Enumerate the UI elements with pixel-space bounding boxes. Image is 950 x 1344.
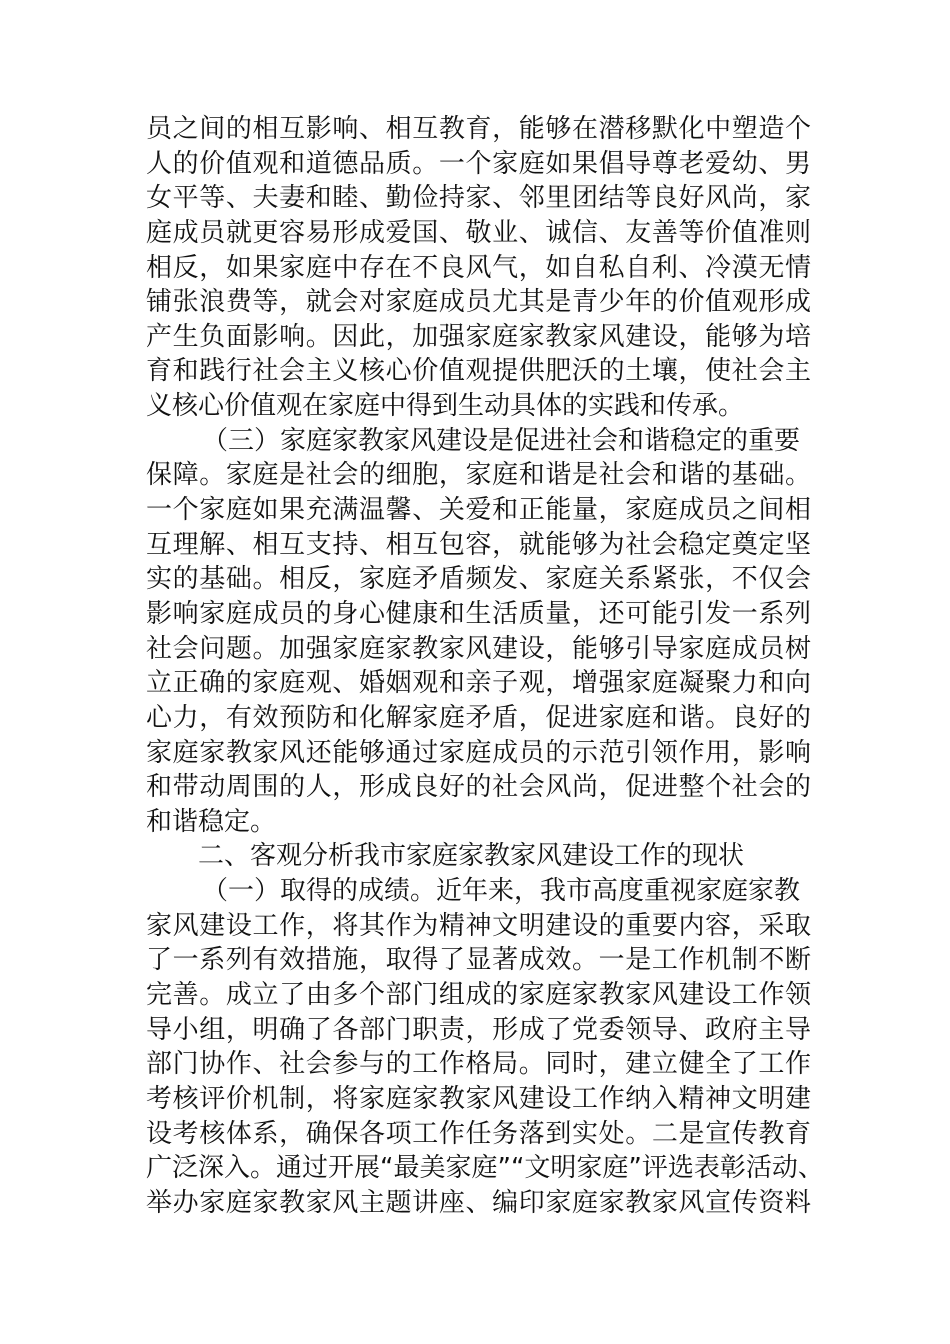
section-heading: （一）取得的成绩。近年来，我市高度重视家庭家教 — [202, 876, 801, 907]
text-line: 实的基础。相反，家庭矛盾频发、家庭关系紧张，不仅会 — [146, 564, 811, 595]
text-line: 庭成员就更容易形成爱国、敬业、诚信、友善等价值准则 — [146, 217, 811, 248]
section-heading: （三）家庭家教家风建设是促进社会和谐稳定的重要 — [202, 425, 801, 456]
text-line: 部门协作、社会参与的工作格局。同时，建立健全了工作 — [146, 1049, 811, 1080]
text-line: 和谐稳定。 — [146, 806, 277, 837]
text-line: 人的价值观和道德品质。一个家庭如果倡导尊老爱幼、男 — [146, 148, 811, 179]
text-line: 导小组，明确了各部门职责，形成了党委领导、政府主导 — [146, 1014, 811, 1045]
document-page — [146, 112, 824, 1221]
text-line: 影响家庭成员的身心健康和生活质量，还可能引发一系列 — [146, 598, 811, 629]
text-line: 心力，有效预防和化解家庭矛盾，促进家庭和谐。良好的 — [146, 702, 811, 733]
text-line: 相反，如果家庭中存在不良风气，如自私自利、冷漠无情 — [146, 252, 811, 283]
text-line: 设考核体系，确保各项工作任务落到实处。二是宣传教育 — [146, 1118, 811, 1149]
text-line: 铺张浪费等，就会对家庭成员尤其是青少年的价值观形成 — [146, 287, 811, 318]
text-line: 广泛深入。通过开展“最美家庭”“文明家庭”评选表彰活动、 — [146, 1153, 824, 1184]
text-line: 互理解、相互支持、相互包容，就能够为社会稳定奠定坚 — [146, 529, 811, 560]
text-line: 立正确的家庭观、婚姻观和亲子观，增强家庭凝聚力和向 — [146, 668, 811, 699]
text-line: 一个家庭如果充满温馨、关爱和正能量，家庭成员之间相 — [146, 495, 811, 526]
text-line: 社会问题。加强家庭家教家风建设，能够引导家庭成员树 — [146, 633, 811, 664]
text-line: 产生负面影响。因此，加强家庭家教家风建设，能够为培 — [146, 321, 811, 352]
text-line: 员之间的相互影响、相互教育，能够在潜移默化中塑造个 — [146, 114, 811, 144]
text-line: 和带动周围的人，形成良好的社会风尚，促进整个社会的 — [146, 772, 811, 803]
text-line: 义核心价值观在家庭中得到生动具体的实践和传承。 — [146, 391, 745, 422]
text-line: 举办家庭家教家风主题讲座、编印家庭家教家风宣传资料 — [146, 1187, 811, 1218]
text-line: 家风建设工作，将其作为精神文明建设的重要内容，采取 — [146, 910, 811, 941]
text-line: 女平等、夫妻和睦、勤俭持家、邻里团结等良好风尚，家 — [146, 183, 811, 214]
text-line: 育和践行社会主义核心价值观提供肥沃的土壤，使社会主 — [146, 356, 811, 387]
text-line: 考核评价机制，将家庭家教家风建设工作纳入精神文明建 — [146, 1083, 811, 1114]
text-line: 家庭家教家风还能够通过家庭成员的示范引领作用，影响 — [146, 737, 811, 768]
chapter-heading: 二、客观分析我市家庭家教家风建设工作的现状 — [198, 841, 745, 872]
text-line: 了一系列有效措施，取得了显著成效。一是工作机制不断 — [146, 945, 811, 976]
text-line: 保障。家庭是社会的细胞，家庭和谐是社会和谐的基础。 — [146, 460, 811, 491]
text-line: 完善。成立了由多个部门组成的家庭家教家风建设工作领 — [146, 980, 811, 1011]
